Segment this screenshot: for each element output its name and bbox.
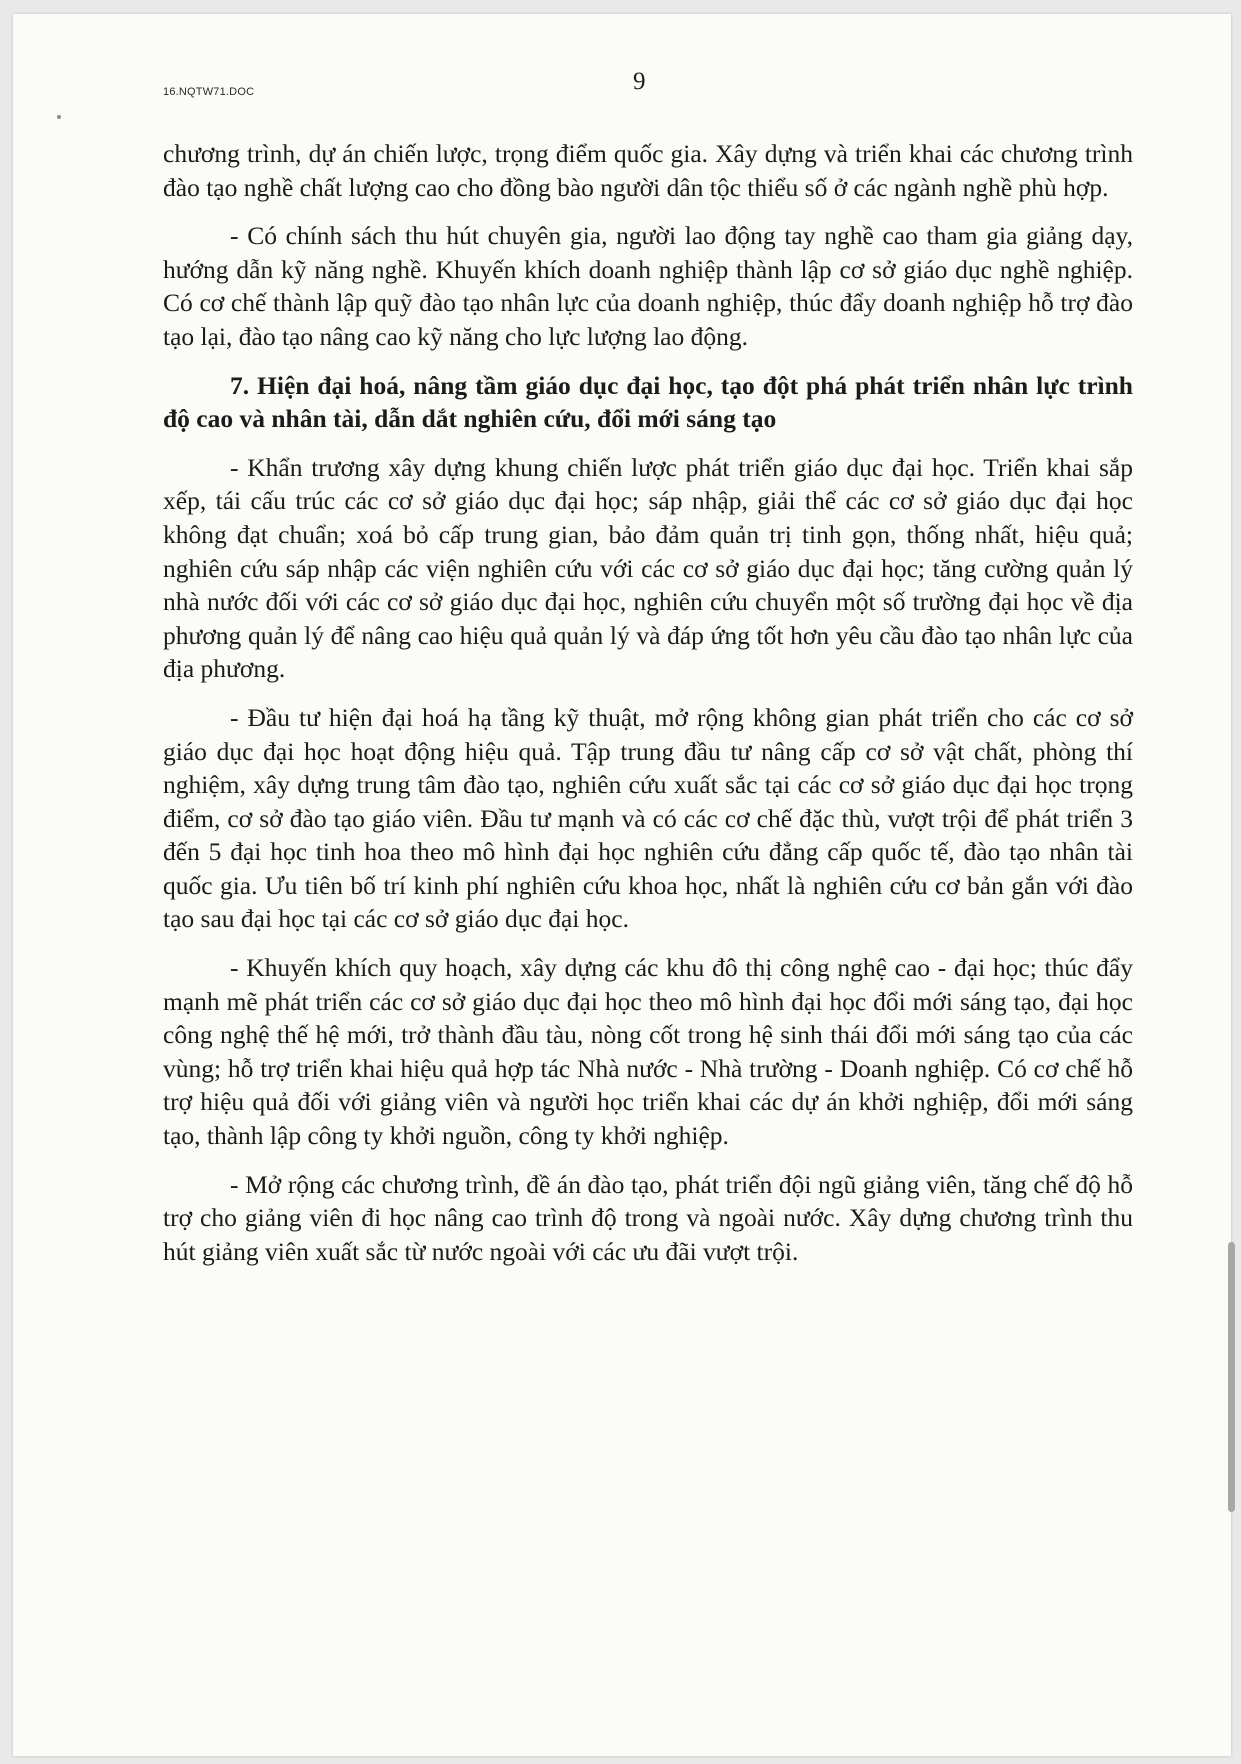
vertical-scrollbar-thumb[interactable] <box>1228 1242 1235 1512</box>
document-page <box>13 14 1231 1756</box>
paragraph-innovation: - Khuyến khích quy hoạch, xây dựng các khu đô thị công nghệ cao - đại học; thúc đẩy mạnh mẽ phát triển các cơ sở giáo dục đại học theo mô hình đại học đổi mới sáng tạo, đại học công nghệ thế hệ mới, trở thành đầu tàu, nòng cốt trong hệ sinh thái đổi mới sáng tạo của các vùng; hỗ trợ triển khai hiệu quả hợp tác Nhà nước - Nhà trường - Doanh nghiệp. Có cơ chế hỗ trợ hiệu quả đối với giảng viên và người học triển khai các dự án khởi nghiệp, đổi mới sáng tạo, thành lập công ty khởi nguồn, công ty khởi nghiệp. <box>163 953 1133 1151</box>
document-file-name: 16.NQTW71.DOC <box>163 86 255 98</box>
paragraph-lecturers: - Mở rộng các chương trình, đề án đào tạo, phát triển đội ngũ giảng viên, tăng chế độ hỗ trợ cho giảng viên đi học nâng cao trình độ trong và ngoài nước. Xây dựng chương trình thu hút giảng viên xuất sắc từ nước ngoài với các ưu đãi vượt trội. <box>163 1169 1133 1266</box>
paragraph-restructuring: - Khẩn trương xây dựng khung chiến lược phát triển giáo dục đại học. Triển khai sắp xếp, tái cấu trúc các cơ sở giáo dục đại học; sáp nhập, giải thể các cơ sở giáo dục đại học không đạt chuẩn; xoá bỏ cấp trung gian, bảo đảm quản trị tinh gọn, thống nhất, hiệu quả; nghiên cứu sáp nhập các viện nghiên cứu với các cơ sở giáo dục đại học; tăng cường quản lý nhà nước đối với các cơ sở giáo dục đại học, nghiên cứu chuyển một số trường đại học về địa phương quản lý để nâng cao hiệu quả quản lý và đáp ứng tốt hơn yêu cầu đào tạo nhân lực của địa phương. <box>163 452 1133 684</box>
page-number: 9 <box>633 68 646 95</box>
document-body <box>163 137 1133 1283</box>
scan-speck <box>57 115 61 119</box>
paragraph-infrastructure: - Đầu tư hiện đại hoá hạ tầng kỹ thuật, mở rộng không gian phát triển cho các cơ sở giáo dục đại học hoạt động hiệu quả. Tập trung đầu tư nâng cấp cơ sở vật chất, phòng thí nghiệm, xây dựng trung tâm đào tạo, nghiên cứu xuất sắc tại các cơ sở giáo dục đại học trọng điểm, cơ sở đào tạo giáo viên. Đầu tư mạnh và có các cơ chế đặc thù, vượt trội để phát triển 3 đến 5 đại học tinh hoa theo mô hình đại học nghiên cứu đẳng cấp quốc tế, đào tạo nhân tài quốc gia. Ưu tiên bố trí kinh phí nghiên cứu khoa học, nhất là nghiên cứu cơ bản gắn với đào tạo sau đại học tại các cơ sở giáo dục đại học. <box>163 702 1133 934</box>
paragraph-continuation: chương trình, dự án chiến lược, trọng điểm quốc gia. Xây dựng và triển khai các chương trình đào tạo nghề chất lượng cao cho đồng bào người dân tộc thiểu số ở các ngành nghề phù hợp. <box>163 139 1133 202</box>
paragraph-vocational-policy: - Có chính sách thu hút chuyên gia, người lao động tay nghề cao tham gia giảng dạy, hướng dẫn kỹ năng nghề. Khuyến khích doanh nghiệp thành lập cơ sở giáo dục nghề nghiệp. Có cơ chế thành lập quỹ đào tạo nhân lực của doanh nghiệp, thúc đẩy doanh nghiệp hỗ trợ đào tạo lại, đào tạo nâng cao kỹ năng cho lực lượng lao động. <box>163 221 1133 351</box>
section-heading-7: 7. Hiện đại hoá, nâng tầm giáo dục đại học, tạo đột phá phát triển nhân lực trình độ cao và nhân tài, dẫn dắt nghiên cứu, đổi mới sáng tạo <box>163 370 1133 434</box>
